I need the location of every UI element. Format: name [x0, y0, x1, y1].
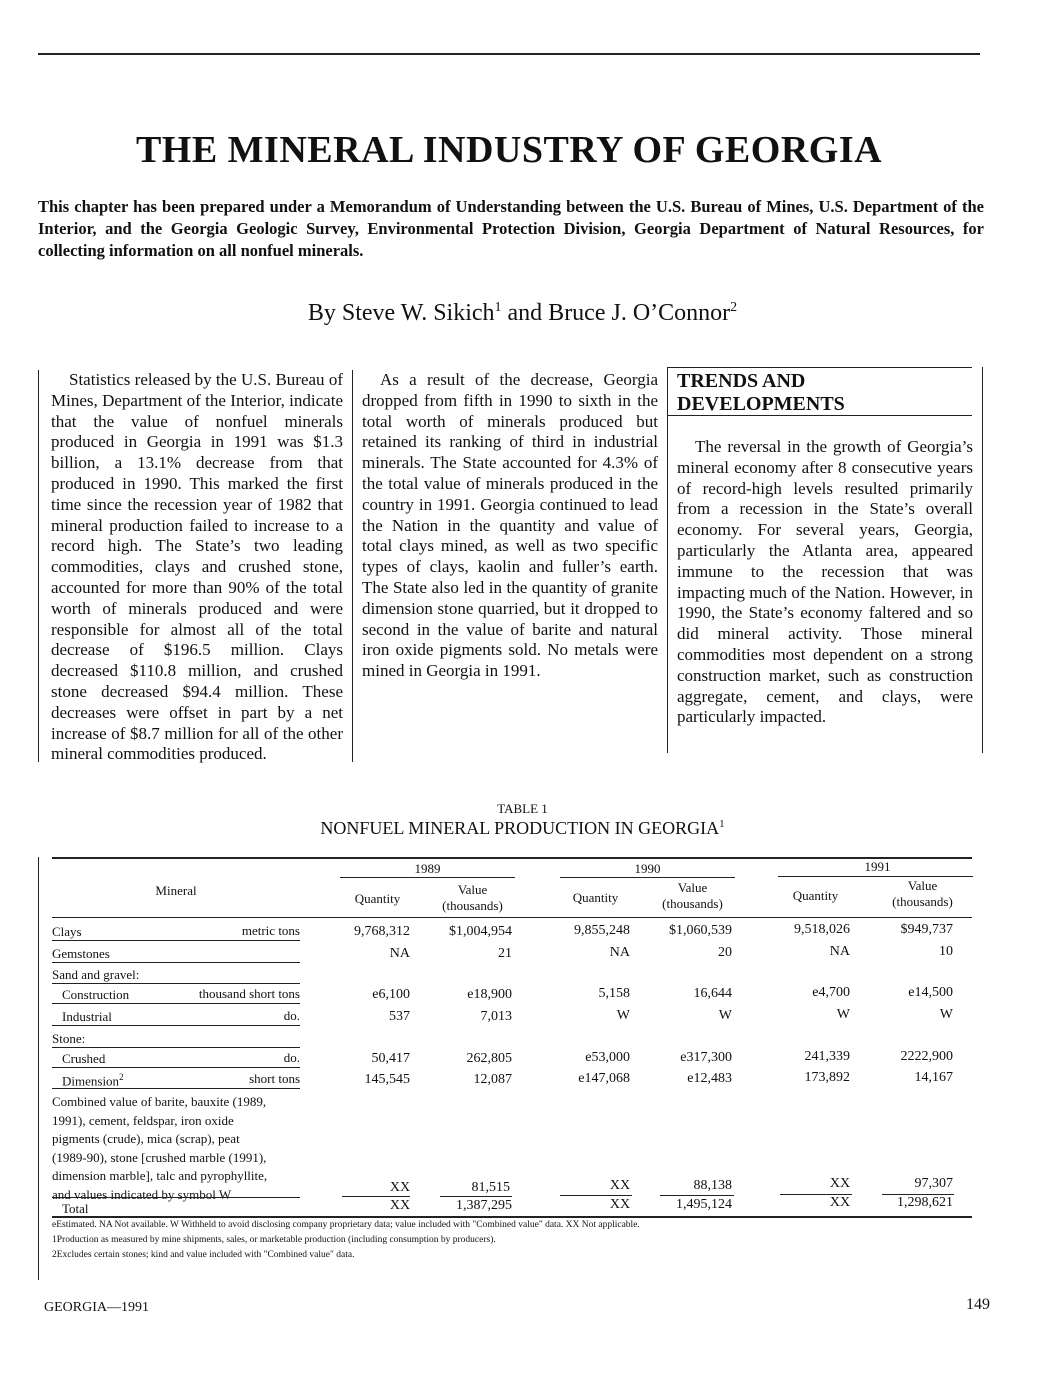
combined-q90: XX [609, 1178, 631, 1193]
table-row-rule [52, 962, 300, 963]
table-cell-v91: e14,500 [908, 985, 953, 1000]
byline-prefix: By Steve W. Sikich [307, 300, 495, 326]
intro-paragraph: This chapter has been prepared under a Memorandum of Understanding between the U.S. Bureau of Mines, U.S. Department of the Interior, and the Georgia Geologic Survey, Environmental Protection Division, Georgia Department of Natural Resources, for collecting information on all nonfuel minerals. [38, 197, 984, 260]
table-cell-v89: 262,805 [466, 1051, 512, 1066]
combined-line: dimension marble], talc and pyrophyllite, [52, 1168, 268, 1184]
body-column-1: Statistics released by the U.S. Bureau of Mines, Department of the Interior, indicate that the value of nonfuel minerals produced in Georgia in 1991 was $1.3 billion, a 13.1% decrease from that produced in 1990. This marked the first time since the recession year of 1982 that mineral production failed to increase to a record high. The State’s two leading commodities, clays and crushed stone, accounted for more than 90% of the total worth of minerals produced and were responsible for almost all of the total decrease of $196.5 million. Clays decreased $110.8 million, and crushed stone decreased $94.4 million. These decreases were offset in part by a net increase of $8.7 million for all of the other mineral commodities produced. [51, 370, 343, 764]
table-row-unit: do. [283, 1050, 300, 1065]
total-q89: XX [389, 1198, 411, 1213]
table-cell-q89: NA [389, 946, 410, 961]
footer-running-head: GEORGIA—1991 [44, 1300, 149, 1315]
table-cell-q91: W [836, 1007, 850, 1022]
table-cell-q90: W [616, 1008, 630, 1023]
table-cell-v90: $1,060,539 [669, 923, 732, 938]
table-row-unit: thousand short tons [198, 986, 300, 1001]
year-rule-1990 [560, 877, 735, 878]
table-row-label: Clays [52, 924, 82, 939]
combined-line: 1991), cement, feldspar, iron oxide [52, 1112, 234, 1128]
total-v89: 1,387,295 [456, 1198, 512, 1213]
footnote-2: 2Excludes certain stones; kind and value included with "Combined value" data. [52, 1250, 355, 1260]
table-row-rule [52, 1003, 300, 1004]
value-header-line2: (thousands) [662, 896, 723, 911]
combined-v89: 81,515 [471, 1180, 510, 1195]
combined-v90: 88,138 [693, 1178, 732, 1193]
qty-header-1989: Quantity [354, 891, 401, 906]
table-row-rule [52, 940, 300, 941]
table-row-unit: do. [283, 1008, 300, 1023]
table-row-label: Industrial [62, 1009, 112, 1024]
table-title-text: NONFUEL MINERAL PRODUCTION IN GEORGIA [320, 818, 720, 838]
table-cell-q89: 145,545 [364, 1072, 410, 1087]
total-rule-v89 [440, 1196, 512, 1197]
value-header-line2: (thousands) [442, 898, 503, 913]
table-cell-v91: 10 [939, 944, 953, 959]
table-row-unit: short tons [249, 1071, 300, 1086]
footnote-estimated: eEstimated. NA Not available. W Withheld to avoid disclosing company proprietary data; value included with "Combined value" data. XX Not applicable. [52, 1220, 640, 1230]
table-cell-v89: 12,087 [473, 1072, 512, 1087]
footnote-1: 1Production as measured by mine shipments, sales, or marketable production (including consumption by producers). [52, 1235, 496, 1245]
table-cell-v90: W [718, 1008, 732, 1023]
value-header-line1: Value [677, 880, 708, 895]
body-column-2: As a result of the decrease, Georgia dropped from fifth in 1990 to sixth in the total worth of minerals produced but retained its ranking of third in industrial minerals. The State accounted for 4.3% of the total value of minerals produced in the country in 1991. Georgia continued to lead the Nation in the quantity and value of total clays mined, as well as two specific types of clays, kaolin and fuller’s earth. The State also led in the quantity of granite dimension stone quarried, but it dropped to second in the value of barite and natural iron oxide pigments sold. No metals were mined in Georgia in 1991. [362, 370, 658, 681]
table-cell-v90: 20 [718, 945, 732, 960]
year-rule-1989 [340, 877, 515, 878]
table-row-unit: metric tons [241, 923, 300, 938]
combined-q89: XX [389, 1180, 411, 1195]
header-bottom-rule [52, 917, 972, 918]
value-header-line1: Value [457, 882, 488, 897]
table-label: TABLE 1 [497, 801, 548, 816]
table-row-rule [52, 1088, 300, 1089]
page-title: THE MINERAL INDUSTRY OF GEORGIA [135, 129, 883, 171]
year-rule-1991 [778, 876, 973, 877]
table-cell-v90: e317,300 [680, 1050, 732, 1065]
table-row-label: Crushed [62, 1051, 106, 1066]
total-rule-q89 [342, 1196, 410, 1197]
total-rule-q90 [560, 1195, 632, 1196]
column-rule-2 [667, 367, 668, 753]
table-cell-q90: e53,000 [585, 1050, 630, 1065]
byline-middle: and Bruce J. O’Connor [501, 300, 731, 326]
total-rule-v90 [660, 1195, 734, 1196]
combined-q91: XX [829, 1176, 851, 1191]
year-1991: 1991 [864, 859, 891, 874]
page-number: 149 [966, 1296, 990, 1313]
year-1989: 1989 [414, 861, 441, 876]
byline-sup2: 2 [730, 300, 738, 315]
table-cell-q89: e6,100 [372, 987, 410, 1002]
table-cell-q91: 9,518,026 [794, 922, 850, 937]
table-row-rule [52, 983, 300, 984]
table-cell-v89: 7,013 [480, 1009, 512, 1024]
table-cell-q90: NA [609, 945, 630, 960]
column-rule-right [982, 367, 983, 753]
table-row-label: Stone: [52, 1031, 86, 1046]
total-q91: XX [829, 1195, 851, 1210]
value-header-line2: (thousands) [892, 894, 953, 909]
section-heading-trends [677, 370, 845, 416]
table-cell-v91: 2222,900 [900, 1049, 953, 1064]
table-row-rule [52, 1067, 300, 1068]
table-row-rule [52, 1025, 300, 1026]
total-rule-label [52, 1197, 300, 1198]
table-row-label: Dimension$^2$ [62, 1072, 124, 1089]
table-cell-q89: 537 [389, 1009, 410, 1024]
trends-bottom-rule [667, 415, 972, 416]
top-rule [38, 53, 980, 55]
table-row-rule [52, 1047, 300, 1048]
table-row-label: Construction [62, 987, 130, 1002]
table-cell-q90: e147,068 [578, 1071, 630, 1086]
table-row-label: Gemstones [52, 946, 110, 961]
table-title-sup: 1 [719, 818, 725, 830]
table-cell-v91: 14,167 [914, 1070, 953, 1085]
combined-line: (1989-90), stone [crushed marble (1991), [52, 1149, 267, 1165]
body-column-3: The reversal in the growth of Georgia’s mineral economy after 8 consecutive years of record-high levels resulted primarily from a recession in the State’s overall economy. For several years, Georgia, particularly the Atlanta area, appeared immune to the recession that was impacting much of the Nation. However, in 1990, the State’s economy faltered and so did mineral activity. Those mineral commodities most dependent on a strong construction market, such as construction aggregate, cement, and clays, were particularly impacted. [677, 437, 973, 727]
table-cell-v89: 21 [498, 946, 512, 961]
combined-line: and values indicated by symbol W [52, 1186, 232, 1202]
table-cell-v89: e18,900 [467, 987, 512, 1002]
col-mineral-header: Mineral [155, 883, 197, 898]
table-cell-q91: NA [829, 944, 850, 959]
value-header-line1: Value [907, 878, 938, 893]
total-v91: 1,298,621 [897, 1195, 953, 1210]
column-rule-left [38, 370, 39, 762]
trends-top-rule [667, 367, 972, 368]
total-q90: XX [609, 1197, 631, 1212]
table-cell-q91: 241,339 [804, 1049, 850, 1064]
combined-value-label [52, 1093, 312, 1205]
table-cell-q91: e4,700 [812, 985, 850, 1000]
value-header-1991 [880, 878, 965, 910]
table-cell-v91: $949,737 [900, 922, 953, 937]
trends-line-2: DEVELOPMENTS [677, 393, 845, 415]
combined-line: pigments (crude), mica (scrap), peat [52, 1131, 240, 1147]
year-1990: 1990 [634, 861, 661, 876]
total-label: Total [62, 1201, 89, 1216]
table-cell-q89: 9,768,312 [354, 924, 410, 939]
byline-sup1: 1 [494, 300, 502, 315]
combined-v91: 97,307 [914, 1176, 953, 1191]
trends-line-1: TRENDS AND [677, 370, 806, 392]
value-header-1989 [430, 882, 515, 914]
total-v90: 1,495,124 [676, 1197, 732, 1212]
qty-header-1991: Quantity [792, 888, 839, 903]
combined-line: Combined value of barite, bauxite (1989, [52, 1094, 267, 1109]
table-cell-v90: e12,483 [687, 1071, 732, 1086]
value-header-1990 [650, 880, 735, 912]
table-cell-v91: W [939, 1007, 953, 1022]
table-cell-q90: 5,158 [598, 986, 630, 1001]
table-cell-q89: 50,417 [371, 1051, 410, 1066]
byline [0, 300, 1045, 327]
table-title [0, 818, 1045, 839]
table-cell-q90: 9,855,248 [574, 923, 630, 938]
qty-header-1990: Quantity [572, 890, 619, 905]
table-rule-left [38, 857, 39, 1280]
table-cell-v89: $1,004,954 [449, 924, 512, 939]
table-row-label: Sand and gravel: [52, 967, 140, 982]
table-cell-v90: 16,644 [693, 986, 732, 1001]
table-cell-q91: 173,892 [804, 1070, 850, 1085]
column-rule-1 [352, 370, 353, 762]
